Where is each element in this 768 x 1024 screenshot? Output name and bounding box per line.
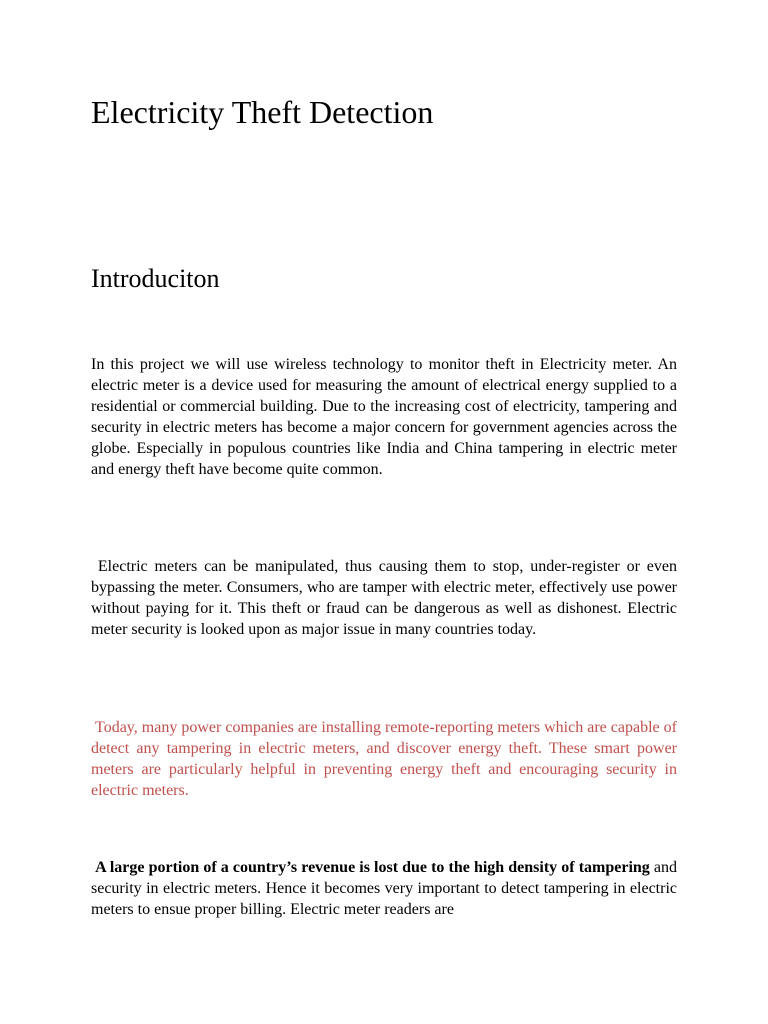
paragraph-revenue-loss xyxy=(91,857,677,920)
paragraph-smart-meters: Today, many power companies are installing remote-reporting meters which are capable of detect any tampering in electric meters, and discover energy theft. These smart power meters are particularly helpful in preventing energy theft and encouraging security in electric meters. xyxy=(91,719,677,799)
document-title: Electricity Theft Detection xyxy=(91,94,434,130)
paragraph-intro: In this project we will use wireless technology to monitor theft in Electricity meter. An electric meter is a device used for measuring the amount of electrical energy supplied to a residential or commercial building. Due to the increasing cost of electricity, tampering and security in electric meters has become a major concern for government agencies across the globe. Especially in populous countries like India and China tampering in electric meter and energy theft have become quite common. xyxy=(91,356,677,478)
paragraph-continuation: and security in electric meters. Hence it becomes very important to detect tampering in electric meters to ensue proper billing. Electric meter readers are xyxy=(91,859,677,918)
section-heading-introduction: Introduciton xyxy=(91,264,220,293)
paragraph-manipulation: Electric meters can be manipulated, thus causing them to stop, under-register or even bypassing the meter. Consumers, who are tamper with electric meter, effectively use power without paying for it. This theft or fraud can be dangerous as well as dishonest. Electric meter security is looked upon as major issue in many countries today. xyxy=(91,558,677,638)
paragraph-bold-lead: A large portion of a country’s revenue is lost due to the high density of tampering xyxy=(91,859,650,876)
